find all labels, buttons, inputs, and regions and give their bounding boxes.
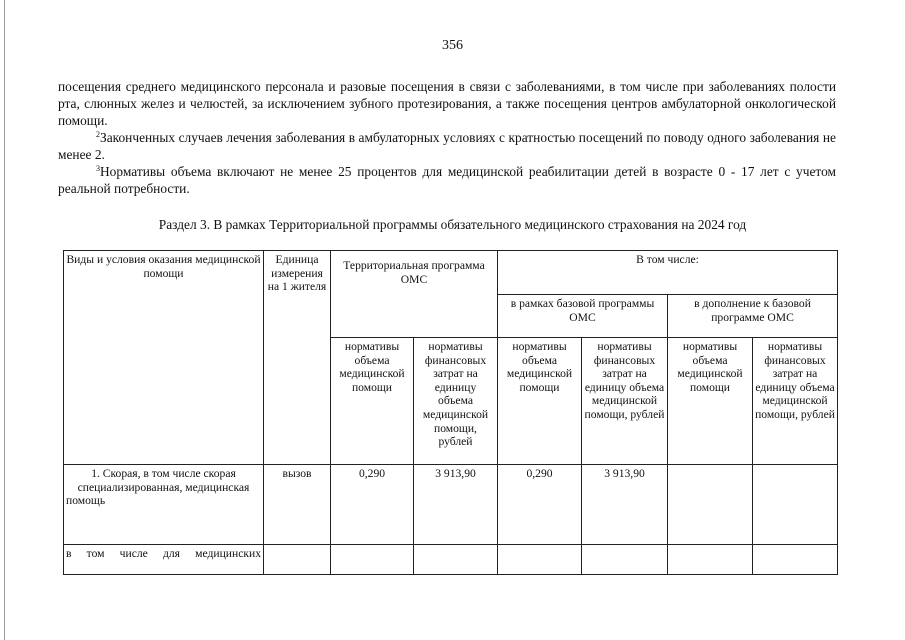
header-terr-cost-norm: нормативы финансовых затрат на единицу объема медицинской помощи, рублей (414, 338, 498, 465)
row-unit (264, 545, 331, 575)
row-basic-volume (498, 545, 582, 575)
row-label: 1. Скорая, в том числе скорая специализированная, медицинская помощь (64, 465, 264, 545)
header-including: В том числе: (498, 251, 838, 295)
row-terr-volume: 0,290 (331, 465, 414, 545)
footnote-3-paragraph (58, 163, 836, 197)
row-terr-cost: 3 913,90 (414, 465, 498, 545)
paragraph-continuation: посещения среднего медицинского персонала и разовые посещения в связи с заболеваниями, в том числе при заболеваниях полости рта, слюнных желез и челюстей, за исключением зубного протезирования, а также посещения центров амбулаторной онкологической помощи. (58, 79, 836, 128)
row-add-cost (753, 465, 838, 545)
header-basic-volume-norm: нормативы объема медицинской помощи (498, 338, 582, 465)
row-terr-volume (331, 545, 414, 575)
table-row (64, 545, 838, 575)
row-add-volume (668, 545, 753, 575)
row-terr-cost (414, 545, 498, 575)
footnote-2-paragraph (58, 129, 836, 163)
header-add-cost-norm: нормативы финансовых затрат на единицу объема медицинской помощи, рублей (753, 338, 838, 465)
header-unit: Единица измерения на 1 жителя (264, 251, 331, 465)
footnote-marker: 3 (96, 164, 100, 173)
body-text (58, 78, 836, 197)
table-row (64, 465, 838, 545)
header-add-volume-norm: нормативы объема медицинской помощи (668, 338, 753, 465)
footnote-marker: 2 (96, 130, 100, 139)
norms-table (63, 250, 838, 575)
page-margin-rule (4, 0, 5, 640)
header-kinds: Виды и условия оказания медицинской помощи (64, 251, 264, 465)
row-unit: вызов (264, 465, 331, 545)
row-basic-cost (582, 545, 668, 575)
header-basic-cost-norm: нормативы финансовых затрат на единицу объема медицинской помощи, рублей (582, 338, 668, 465)
page-number: 356 (442, 38, 463, 53)
row-basic-volume: 0,290 (498, 465, 582, 545)
header-terr-volume-norm: нормативы объема медицинской помощи (331, 338, 414, 465)
section-title: Раздел 3. В рамках Территориальной программы обязательного медицинского страхования на 2024 год (158, 217, 747, 232)
row-basic-cost: 3 913,90 (582, 465, 668, 545)
footnote-2-text: Законченных случаев лечения заболевания в амбулаторных условиях с кратностью посещений по поводу одного заболевания не менее 2. (58, 130, 836, 162)
row-add-volume (668, 465, 753, 545)
row-label: в том числе для медицинских (64, 545, 264, 575)
header-additional-program: в дополнение к базовой программе ОМС (668, 295, 838, 338)
header-basic-program: в рамках базовой программы ОМС (498, 295, 668, 338)
header-territorial-program: Территориальная программа ОМС (331, 251, 498, 338)
footnote-3-text: Нормативы объема включают не менее 25 процентов для медицинской реабилитации детей в возрасте 0 - 17 лет с учетом реальной потребности. (58, 164, 836, 196)
row-add-cost (753, 545, 838, 575)
